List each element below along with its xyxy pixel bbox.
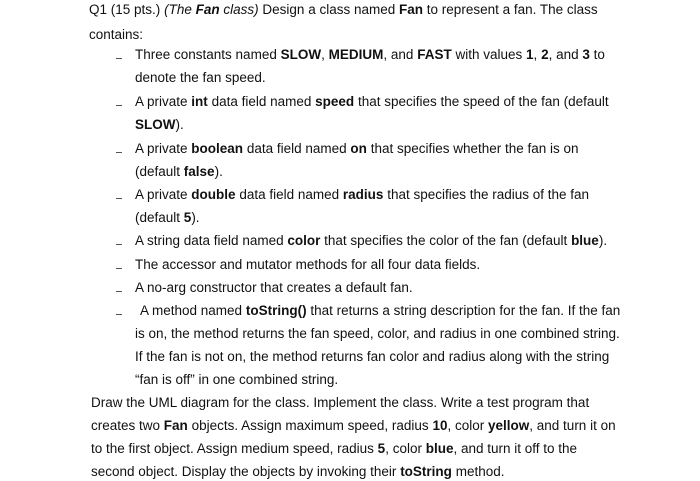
question-intro-contains: contains: [89,27,144,42]
list-item: A no-arg constructor that creates a default fan. [135,280,413,295]
list-item-continued: SLOW). [135,117,184,132]
list-item: A method named toString() that returns a string description for the fan. If the fan [140,303,621,318]
list-item-continued: “fan is off” in one combined string. [135,372,339,387]
closing-paragraph-line: second object. Display the objects by invoking their toString method. [91,464,505,479]
list-item: Three constants named SLOW, MEDIUM, and FAST with values 1, 2, and 3 to [135,47,605,62]
list-item: The accessor and mutator methods for all four data fields. [135,257,481,272]
list-item: A private boolean data field named on that specifies whether the fan is on [135,141,579,156]
closing-paragraph-line: to the first object. Assign medium speed, radius 5, color blue, and turn it off to the [91,441,578,456]
bullet-dash [116,244,122,245]
closing-paragraph-line: Draw the UML diagram for the class. Implement the class. Write a test program that [91,395,590,410]
bullet-dash [116,152,122,153]
question-heading: Q1 (15 pts.) (The Fan class) Design a class named Fan to represent a fan. The class [89,2,598,17]
list-item-continued: If the fan is not on, the method returns fan color and radius along with the string [135,349,610,364]
list-item-continued: (default false). [135,164,223,179]
list-item: A private double data field named radius that specifies the radius of the fan [135,187,590,202]
list-item: A string data field named color that specifies the color of the fan (default blue). [135,233,608,248]
bullet-dash [116,314,122,315]
list-item-continued: is on, the method returns the fan speed, color, and radius in one combined string. [135,326,620,341]
bullet-dash [116,105,122,106]
bullet-dash [116,58,122,59]
bullet-dash [116,198,122,199]
list-item: A private int data field named speed that specifies the speed of the fan (default [135,94,609,109]
bullet-dash [116,268,122,269]
list-item-continued: denote the fan speed. [135,70,266,85]
closing-paragraph-line: creates two Fan objects. Assign maximum speed, radius 10, color yellow, and turn it on [91,418,616,433]
list-item-continued: (default 5). [135,210,200,225]
bullet-dash [116,291,122,292]
